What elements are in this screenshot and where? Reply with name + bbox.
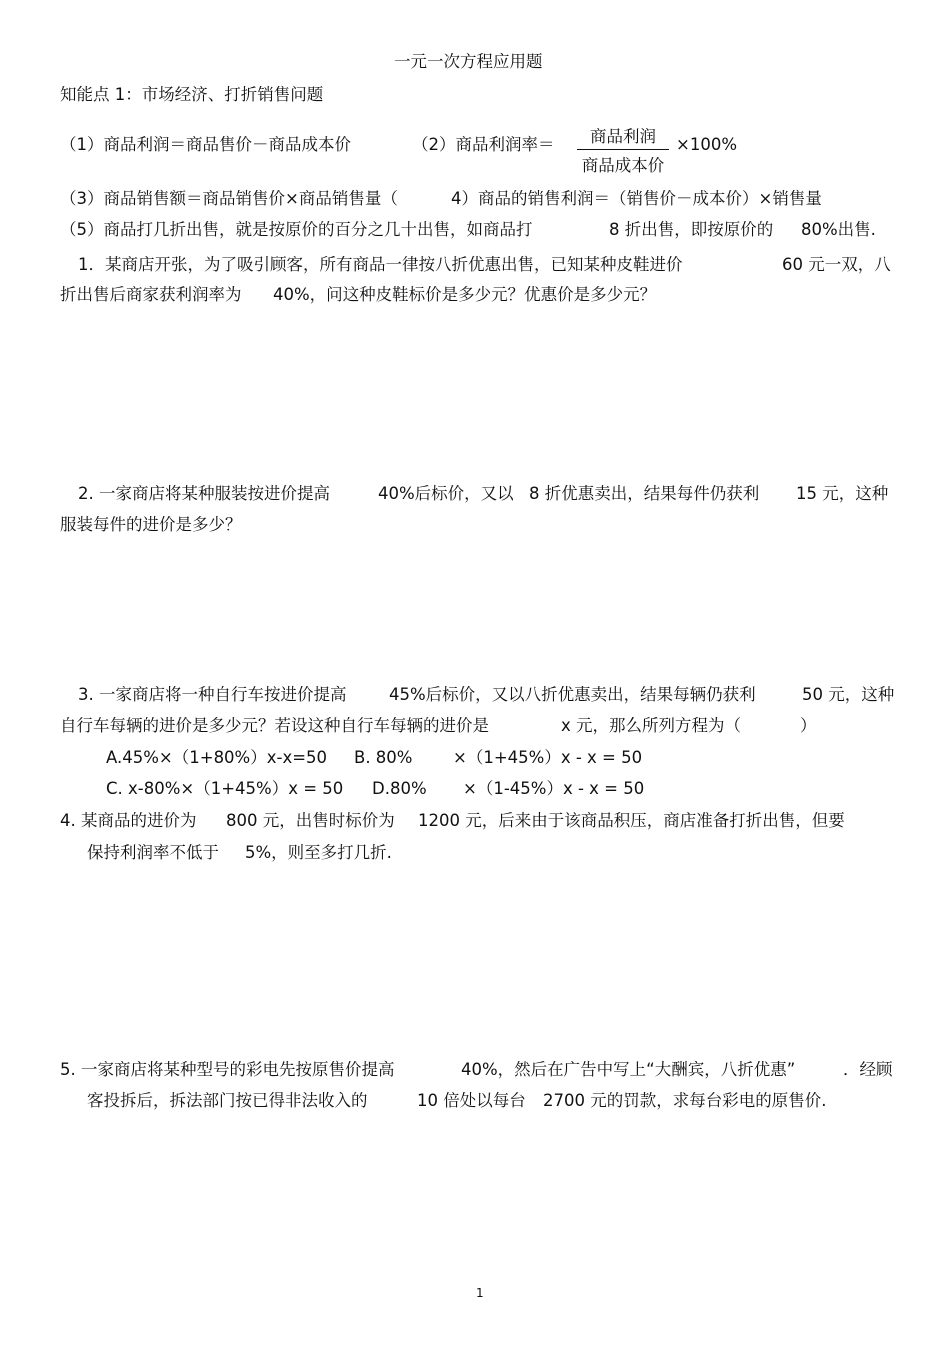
question-4-line-1b: 800 元，出售时标价为 xyxy=(226,811,395,830)
fraction-numerator: 商品利润 xyxy=(590,127,656,146)
formula-5a: （5）商品打几折出售，就是按原价的百分之几十出售，如商品打 xyxy=(60,220,533,239)
question-4-line-1a: 4. 某商品的进价为 xyxy=(60,811,197,830)
formula-3: （3）商品销售额＝商品销售价×商品销售量（ xyxy=(60,189,398,208)
question-5-line-2a: 客投拆后，拆法部门按已得非法收入的 xyxy=(87,1091,368,1110)
question-3-line-1c: 50 元，这种 xyxy=(802,685,895,704)
page-title: 一元一次方程应用题 xyxy=(394,52,543,71)
question-4-line-2a: 保持利润率不低于 xyxy=(87,843,219,862)
question-5-line-1b: 40%，然后在广告中写上“大酬宾，八折优惠” xyxy=(461,1060,796,1079)
question-3-line-2b: x 元，那么所列方程为（ xyxy=(561,716,742,735)
question-3-line-2c: ） xyxy=(800,716,817,735)
question-2-line-1d: 15 元，这种 xyxy=(796,484,889,503)
question-5-line-2b: 10 倍处以每台 xyxy=(417,1091,526,1110)
question-2-line-1b: 40%后标价，又以 xyxy=(378,484,514,503)
question-1-line-2a: 折出售后商家获利润率为 xyxy=(60,285,242,304)
question-3-line-2a: 自行车每辆的进价是多少元？若设这种自行车每辆的进价是 xyxy=(60,716,489,735)
fraction-denominator: 商品成本价 xyxy=(581,156,665,175)
question-2-line-1a: 2. 一家商店将某种服装按进价提高 xyxy=(78,484,330,503)
question-4-line-1c: 1200 元，后来由于该商品积压，商店准备打折出售，但要 xyxy=(418,811,845,830)
question-3-option-b-label: B. 80% xyxy=(354,748,413,767)
fraction-bar xyxy=(577,149,669,150)
formula-2-prefix: （2）商品利润率＝ xyxy=(412,135,555,154)
question-1-line-1b: 60 元一双，八 xyxy=(782,255,891,274)
question-3-option-b-expr: ×（1+45%）x - x = 50 xyxy=(453,748,643,767)
question-1-line-1a: 1．某商店开张，为了吸引顾客，所有商品一律按八折优惠出售，已知某种皮鞋进价 xyxy=(78,255,683,274)
question-3-option-a: A.45%×（1+80%）x-x=50 xyxy=(106,748,328,767)
formula-1: （1）商品利润＝商品售价－商品成本价 xyxy=(60,135,351,154)
question-2-line-1c: 8 折优惠卖出，结果每件仍获利 xyxy=(529,484,760,503)
formula-2-suffix: ×100% xyxy=(676,135,737,154)
knowledge-point-heading: 知能点 1：市场经济、打折销售问题 xyxy=(60,85,324,104)
question-3-line-1b: 45%后标价，又以八折优惠卖出，结果每辆仍获利 xyxy=(389,685,756,704)
formula-5c: 80%出售. xyxy=(801,220,876,239)
formula-5b: 8 折出售，即按原价的 xyxy=(609,220,774,239)
question-3-line-1a: 3. 一家商店将一种自行车按进价提高 xyxy=(78,685,347,704)
page-number: 1 xyxy=(476,1286,484,1300)
question-3-option-d-expr: ×（1-45%）x - x = 50 xyxy=(463,779,645,798)
question-4-line-2b: 5%，则至多打几折. xyxy=(245,843,392,862)
question-5-line-2c: 2700 元的罚款，求每台彩电的原售价. xyxy=(543,1091,827,1110)
question-5-line-1c: ．经顾 xyxy=(843,1060,893,1079)
formula-4: 4）商品的销售利润＝（销售价－成本价）×销售量 xyxy=(451,189,822,208)
formula-2-fraction xyxy=(577,123,669,176)
question-3-option-c: C. x-80%×（1+45%）x = 50 xyxy=(106,779,344,798)
question-3-option-d-label: D.80% xyxy=(372,779,427,798)
question-5-line-1a: 5. 一家商店将某种型号的彩电先按原售价提高 xyxy=(60,1060,395,1079)
question-1-line-2b: 40%，问这种皮鞋标价是多少元？优惠价是多少元？ xyxy=(273,285,657,304)
question-2-line-2: 服装每件的进价是多少？ xyxy=(60,515,242,534)
